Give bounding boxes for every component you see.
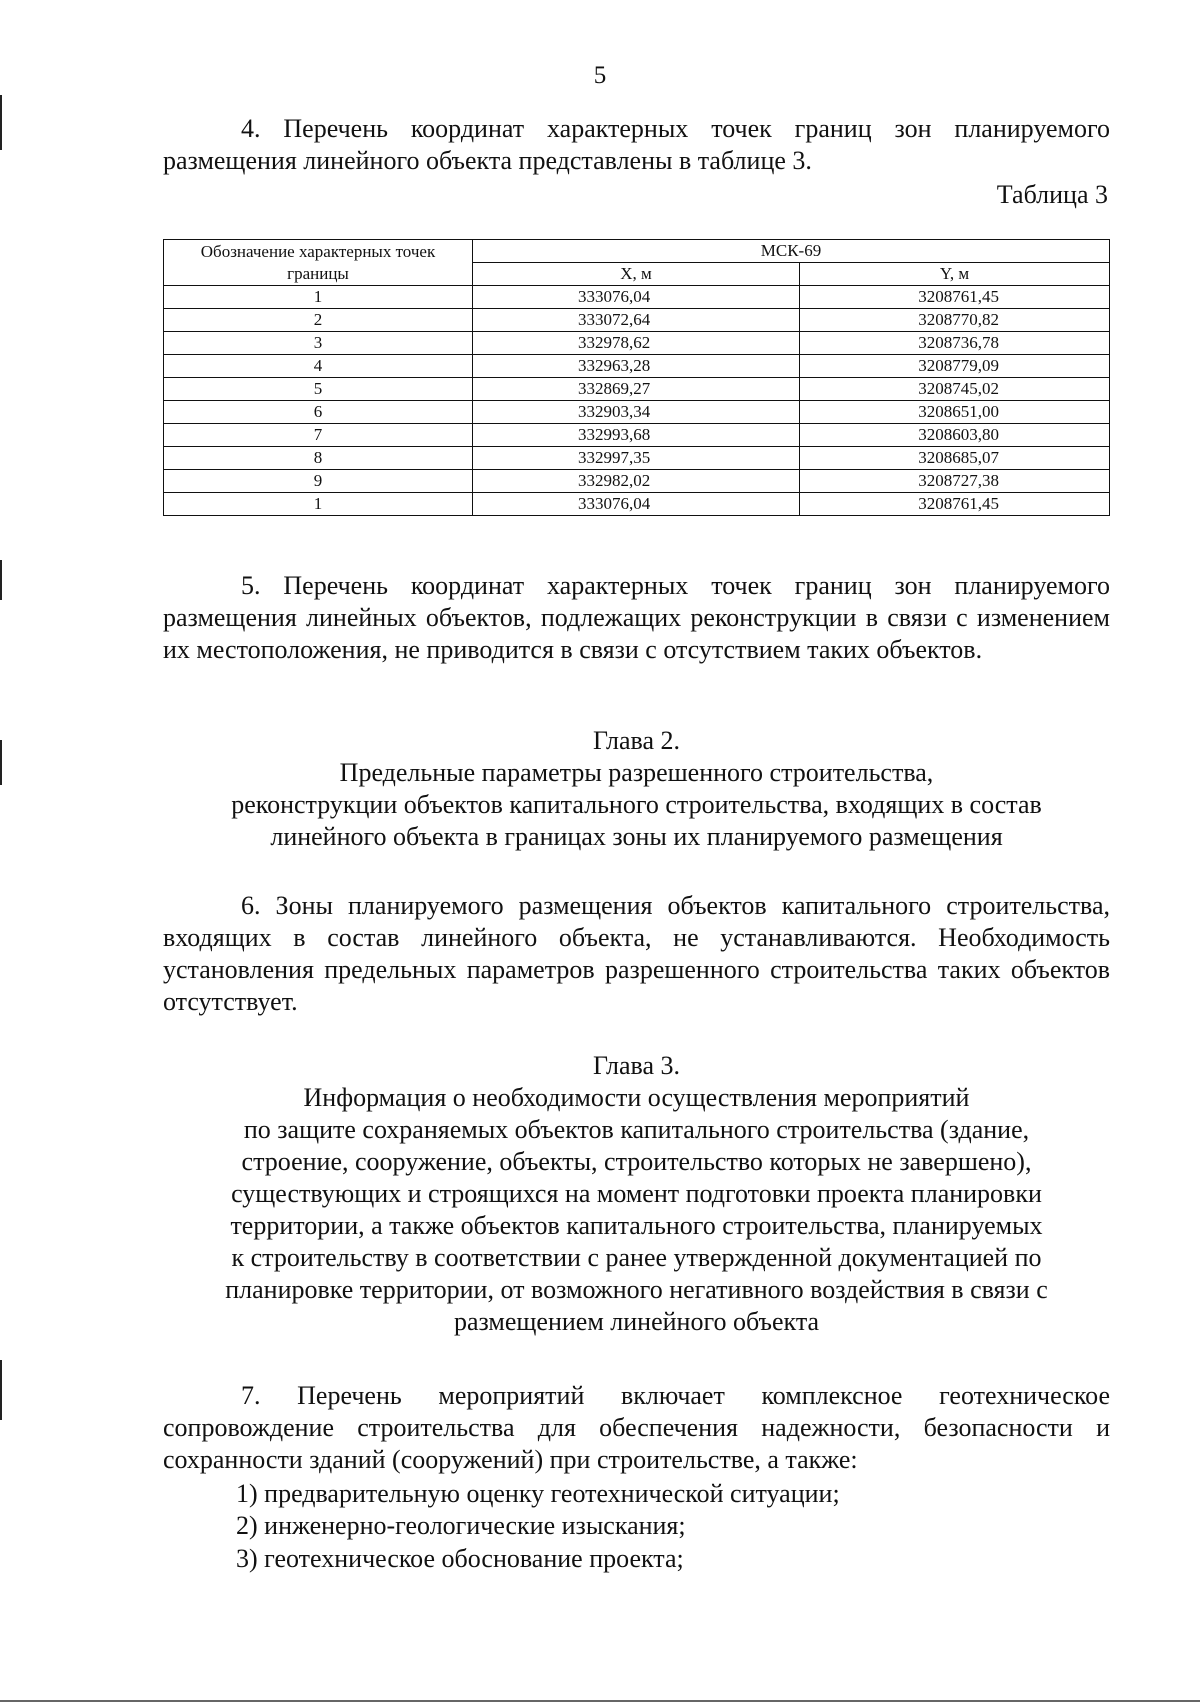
- cell-point: 9: [164, 470, 473, 493]
- paragraph-item-4: 4. Перечень координат характерных точек границ зон планируемого размещения линейного объекта представлены в таблице 3.: [163, 114, 1110, 175]
- cell-point: 1: [164, 493, 473, 516]
- scan-edge-mark: [0, 740, 2, 785]
- cell-x: 332982,02: [473, 470, 800, 493]
- chapter-3-title-line: к строительству в соответствии с ранее утвержденной документацией по: [231, 1243, 1042, 1272]
- cell-y: 3208685,07: [800, 447, 1110, 470]
- table-row: [164, 309, 1110, 332]
- chapter-2-title-line: Предельные параметры разрешенного строительства,: [339, 758, 934, 787]
- chapter-3-title-line: Информация о необходимости осуществления мероприятий: [303, 1083, 970, 1112]
- cell-x: 332963,28: [473, 355, 800, 378]
- table-row: [164, 378, 1110, 401]
- table-row: [164, 493, 1110, 516]
- table-row: [164, 286, 1110, 309]
- coordinates-table: [163, 239, 1110, 516]
- header-y: Y, м: [800, 263, 1110, 286]
- table-row: [164, 401, 1110, 424]
- chapter-2-heading: [163, 725, 1110, 853]
- paragraph-item-5: 5. Перечень координат характерных точек границ зон планируемого размещения линейных объектов, подлежащих реконструкции в связи с изменением их местоположения, не приводится в связи с отсутствием таких объектов.: [163, 571, 1110, 664]
- cell-y: 3208761,45: [800, 286, 1110, 309]
- cell-y: 3208603,80: [800, 424, 1110, 447]
- cell-point: 8: [164, 447, 473, 470]
- cell-y: 3208779,09: [800, 355, 1110, 378]
- cell-y: 3208761,45: [800, 493, 1110, 516]
- cell-point: 7: [164, 424, 473, 447]
- cell-x: 332997,35: [473, 447, 800, 470]
- cell-y: 3208727,38: [800, 470, 1110, 493]
- cell-x: 332869,27: [473, 378, 800, 401]
- scan-edge-mark: [0, 560, 2, 600]
- cell-point: 3: [164, 332, 473, 355]
- scan-bottom-line: [0, 1700, 1200, 1702]
- cell-point: 6: [164, 401, 473, 424]
- chapter-3-title-line: существующих и строящихся на момент подготовки проекта планировки: [231, 1179, 1042, 1208]
- cell-x: 332903,34: [473, 401, 800, 424]
- cell-point: 4: [164, 355, 473, 378]
- cell-x: 333072,64: [473, 309, 800, 332]
- chapter-3-title-line: по защите сохраняемых объектов капитального строительства (здание,: [243, 1115, 1030, 1144]
- cell-x: 333076,04: [473, 286, 800, 309]
- table-header-row: [164, 240, 1110, 263]
- cell-point: 2: [164, 309, 473, 332]
- chapter-3-title-line: размещением линейного объекта: [453, 1307, 820, 1336]
- list-item: 1) предварительную оценку геотехнической ситуации;: [236, 1479, 840, 1508]
- chapter-3-title-line: строение, сооружение, объекты, строительство которых не завершено),: [241, 1147, 1032, 1176]
- table-row: [164, 447, 1110, 470]
- scan-edge-mark: [0, 95, 2, 150]
- paragraph-item-7: 7. Перечень мероприятий включает комплексное геотехническое сопровождение строительства для обеспечения надежности, безопасности и сохранности зданий (сооружений) при строительстве, а также:: [163, 1381, 1110, 1474]
- page-number: 5: [593, 62, 607, 89]
- table-row: [164, 355, 1110, 378]
- header-points: Обозначение характерных точек границы: [164, 240, 473, 286]
- cell-point: 5: [164, 378, 473, 401]
- chapter-3-heading: [163, 1050, 1110, 1338]
- table-row: [164, 470, 1110, 493]
- list-item: 3) геотехническое обоснование проекта;: [236, 1544, 684, 1573]
- table-row: [164, 332, 1110, 355]
- chapter-2-label: Глава 2.: [592, 726, 681, 755]
- cell-y: 3208745,02: [800, 378, 1110, 401]
- cell-y: 3208651,00: [800, 401, 1110, 424]
- chapter-2-title-line: линейного объекта в границах зоны их планируемого размещения: [270, 822, 1003, 851]
- cell-y: 3208736,78: [800, 332, 1110, 355]
- cell-y: 3208770,82: [800, 309, 1110, 332]
- chapter-3-title-line: планировке территории, от возможного негативного воздействия в связи с: [225, 1275, 1048, 1304]
- cell-point: 1: [164, 286, 473, 309]
- list-item: 2) инженерно-геологические изыскания;: [236, 1511, 686, 1540]
- paragraph-item-6: 6. Зоны планируемого размещения объектов капитального строительства, входящих в состав линейного объекта, не устанавливаются. Необходимость установления предельных параметров разрешенного строительства таких объектов отсутствует.: [163, 891, 1110, 1016]
- header-x: X, м: [473, 263, 800, 286]
- cell-x: 333076,04: [473, 493, 800, 516]
- cell-x: 332978,62: [473, 332, 800, 355]
- table-caption: Таблица 3: [996, 180, 1108, 209]
- cell-x: 332993,68: [473, 424, 800, 447]
- chapter-3-label: Глава 3.: [592, 1051, 681, 1080]
- chapter-2-title-line: реконструкции объектов капитального строительства, входящих в состав: [231, 790, 1042, 819]
- scan-edge-mark: [0, 1360, 2, 1420]
- chapter-3-title-line: территории, а также объектов капитального строительства, планируемых: [230, 1211, 1043, 1240]
- table-row: [164, 424, 1110, 447]
- header-system: МСК-69: [473, 240, 1110, 263]
